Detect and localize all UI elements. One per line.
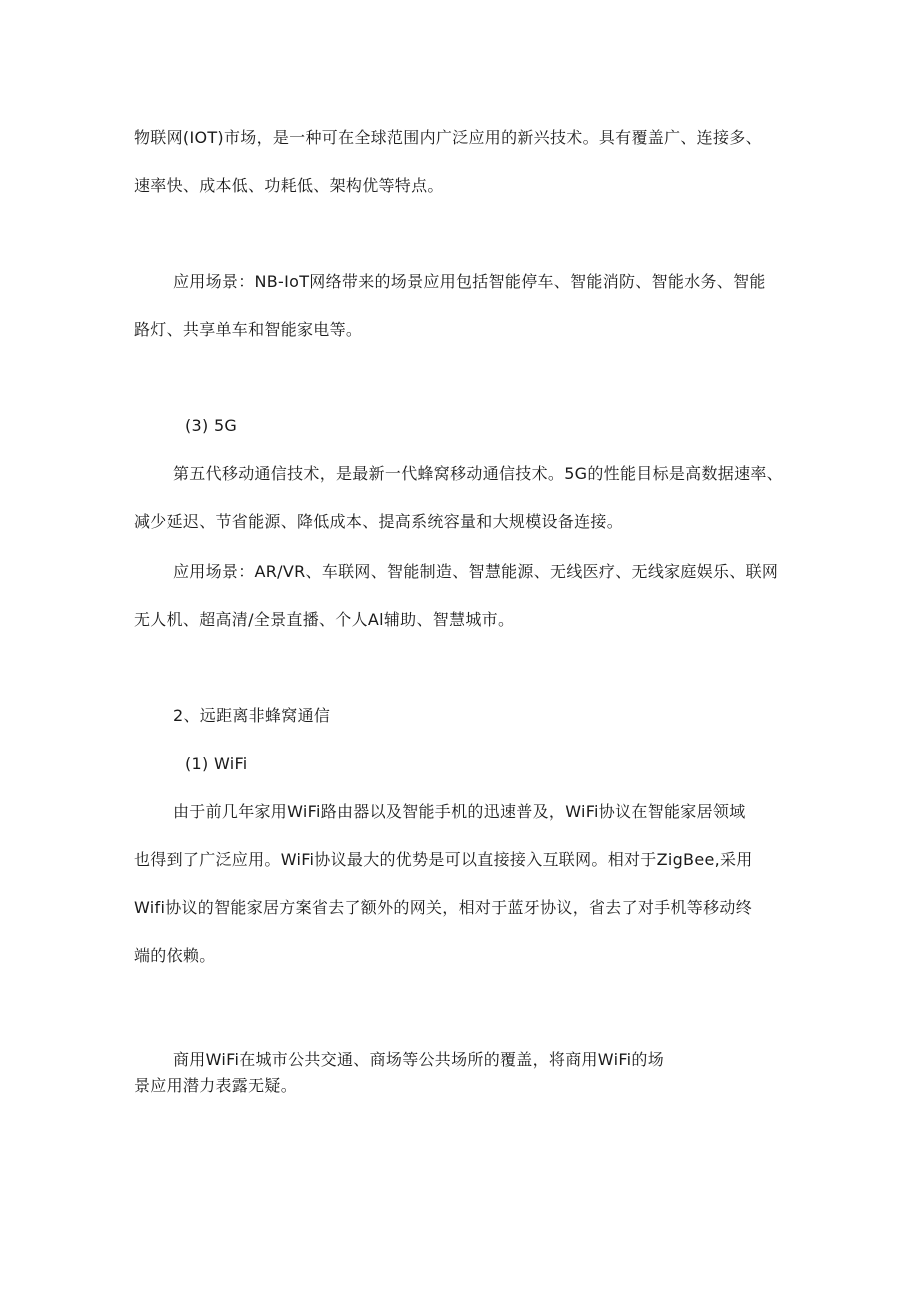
para-wifi-line-2: 也得到了广泛应用。WiFi协议最大的优势是可以直接接入互联网。相对于ZigBee,采用 <box>134 850 753 869</box>
para-wifi-line-1: 由于前几年家用WiFi路由器以及智能手机的迅速普及，WiFi协议在智能家居领域 <box>173 802 746 821</box>
para-nbiot-apps-line-2: 路灯、共享单车和智能家电等。 <box>134 320 363 339</box>
heading-wifi: (1) WiFi <box>185 754 248 773</box>
para-5g-apps-line-1: 应用场景：AR/VR、车联网、智能制造、智慧能源、无线医疗、无线家庭娱乐、联网 <box>173 562 779 581</box>
para-iot-line-2: 速率快、成本低、功耗低、架构优等特点。 <box>134 176 444 195</box>
para-wifi-line-4: 端的依赖。 <box>134 946 216 965</box>
section-2-heading: 2、远距离非蜂窝通信 <box>173 706 331 725</box>
para-5g-apps-line-2: 无人机、超高清/全景直播、个人Al辅助、智慧城市。 <box>134 610 515 629</box>
para-commercial-wifi-line-2: 景应用潜力表露无疑。 <box>134 1076 298 1095</box>
para-wifi-line-3: Wifi协议的智能家居方案省去了额外的网关，相对于蓝牙协议，省去了对手机等移动终 <box>134 898 752 917</box>
para-iot-line-1: 物联网(IOT)市场，是一种可在全球范围内广泛应用的新兴技术。具有覆盖广、连接多、 <box>134 128 762 147</box>
para-5g-line-2: 减少延迟、节省能源、降低成本、提高系统容量和大规模设备连接。 <box>134 512 624 531</box>
para-5g-line-1: 第五代移动通信技术，是最新一代蜂窝移动通信技术。5G的性能目标是高数据速率、 <box>173 464 783 483</box>
para-commercial-wifi-line-1: 商用WiFi在城市公共交通、商场等公共场所的覆盖，将商用WiFi的场 <box>173 1050 664 1069</box>
para-nbiot-apps-line-1: 应用场景：NB-IoT网络带来的场景应用包括智能停车、智能消防、智能水务、智能 <box>173 272 766 291</box>
heading-5g: (3) 5G <box>185 416 238 435</box>
